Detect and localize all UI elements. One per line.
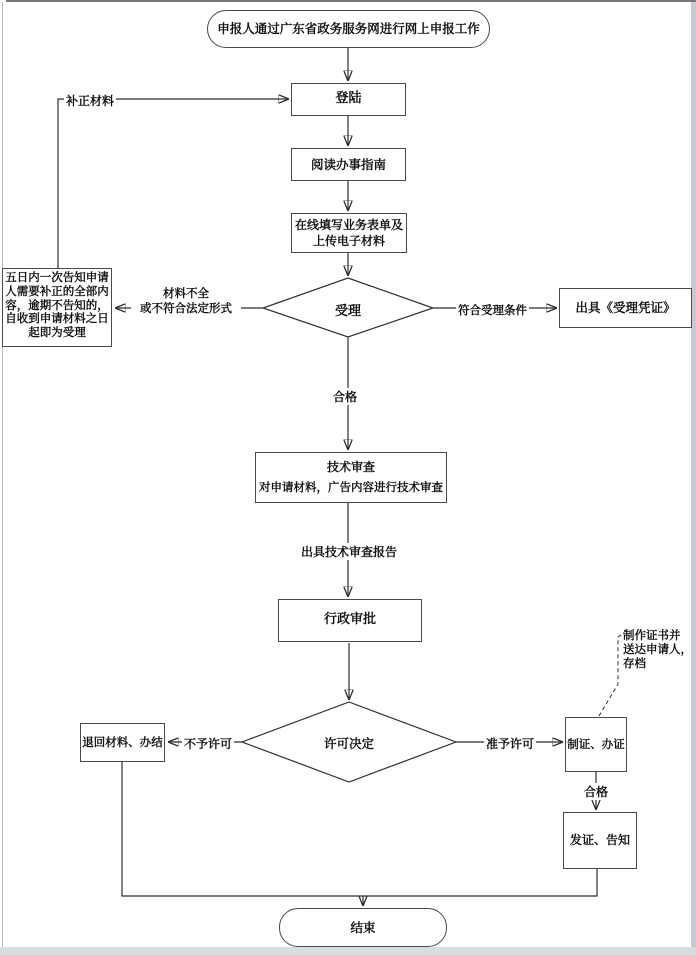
qualified-edge-label-1: 合格 — [333, 390, 358, 404]
admin-approval-step — [278, 599, 422, 642]
read-guide-label: 阅读办事指南 — [310, 156, 386, 172]
return-materials-step — [80, 723, 165, 762]
issue-cert-label: 发证、告知 — [569, 833, 630, 847]
end-label: 结束 — [350, 919, 376, 935]
edge-return-junction — [122, 762, 363, 896]
issue-receipt-label: 出具《受理凭证》 — [575, 300, 676, 316]
tech-review-step — [255, 452, 447, 503]
annotation-leader-line — [599, 633, 624, 716]
end-terminator — [279, 908, 447, 947]
issue-cert-step — [563, 812, 637, 869]
incomplete-edge-label — [131, 286, 241, 315]
notify-correction-label: 五日内一次告知申请人需要补正的全部内容，逾期不告知的，自收到申请材料之日起即为受理 — [5, 270, 109, 340]
certificate-annotation-line1: 制作证书并 — [623, 628, 681, 642]
start-terminator — [207, 10, 490, 48]
denied-edge-label: 不予许可 — [184, 737, 233, 751]
make-cert-label: 制证、办证 — [567, 737, 625, 752]
admin-approval-label: 行政审批 — [323, 612, 376, 628]
login-label: 登陆 — [335, 91, 362, 107]
accept-decision-label: 受理 — [334, 304, 361, 319]
fill-form-label-line1: 在线填写业务表单及 — [294, 217, 403, 232]
login-step — [291, 83, 406, 116]
read-guide-step — [291, 148, 406, 181]
issue-receipt-step — [559, 288, 692, 328]
certificate-annotation-line3: 存档 — [623, 655, 646, 670]
granted-edge-label: 准予许可 — [486, 737, 535, 751]
make-cert-step — [565, 717, 627, 772]
certificate-annotation — [623, 629, 695, 670]
tech-review-desc: 对申请材料，广告内容进行技术审查 — [259, 480, 443, 495]
start-label: 申报人通过广东省政务服务网进行网上申报工作 — [217, 21, 480, 37]
fill-form-step — [291, 213, 407, 253]
edge-issue-junction — [363, 869, 597, 896]
edge-correction-login — [58, 99, 288, 268]
fill-form-label-line2: 上传电子材料 — [312, 234, 385, 248]
notify-correction-step — [2, 268, 112, 347]
incomplete-edge-label-line2: 或不符合法定形式 — [140, 300, 232, 315]
certificate-annotation-line2: 送达申请人， — [623, 641, 692, 656]
permit-decision-label: 许可决定 — [323, 736, 374, 751]
tech-review-title: 技术审查 — [326, 460, 375, 475]
incomplete-edge-label-line1: 材料不全 — [163, 286, 209, 300]
qualified-edge-label-2: 合格 — [584, 785, 609, 799]
tech-report-edge-label: 出具技术审查报告 — [301, 545, 398, 559]
return-materials-label: 退回材料、办结 — [82, 735, 163, 750]
correction-edge-label: 补正材料 — [66, 94, 115, 108]
meets-conditions-edge-label: 符合受理条件 — [458, 303, 527, 317]
